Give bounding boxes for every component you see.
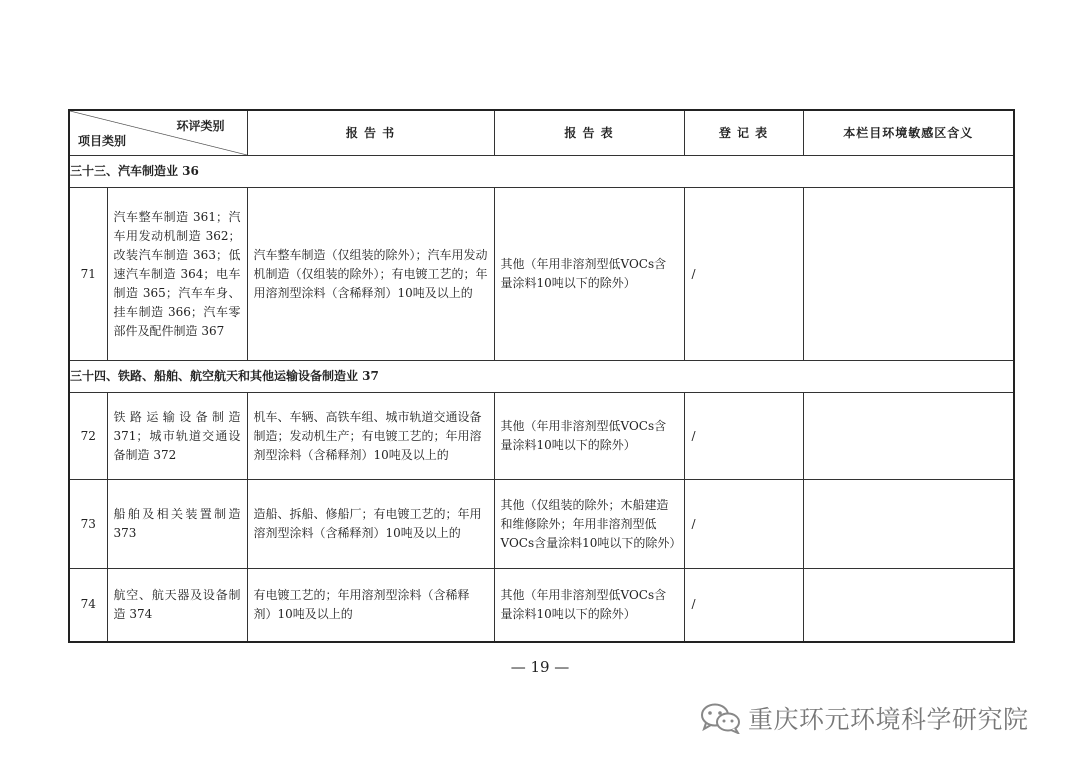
sensitive-area-header: 本栏目环境敏感区含义 [803, 110, 1014, 156]
registration-form-value: / [684, 569, 803, 642]
report-form-condition: 其他（年用非溶剂型低VOCs含量涂料10吨以下的除外） [494, 569, 684, 642]
sensitive-area-value [803, 480, 1014, 569]
registration-form-value: / [684, 480, 803, 569]
table-row [69, 393, 1014, 480]
report-book-condition: 机车、车辆、高铁车组、城市轨道交通设备制造；发动机生产；有电镀工艺的；年用溶剂型涂料（含稀释剂）10吨及以上的 [247, 393, 494, 480]
report-book-condition: 汽车整车制造（仅组装的除外）；汽车用发动机制造（仅组装的除外）；有电镀工艺的；年用溶剂型涂料（含稀释剂）10吨及以上的 [247, 188, 494, 361]
table-row [69, 480, 1014, 569]
report-book-condition: 造船、拆船、修船厂；有电镀工艺的；年用溶剂型涂料（含稀释剂）10吨及以上的 [247, 480, 494, 569]
report-form-condition: 其他（仅组装的除外；木船建造和维修除外；年用非溶剂型低VOCs含量涂料10吨以下的除外） [494, 480, 684, 569]
row-number: 73 [69, 480, 107, 569]
report-book-condition: 有电镀工艺的；年用溶剂型涂料（含稀释剂）10吨及以上的 [247, 569, 494, 642]
sensitive-area-value [803, 188, 1014, 361]
project-name: 船舶及相关装置制造 373 [107, 480, 247, 569]
table-row [69, 188, 1014, 361]
registration-form-header: 登 记 表 [684, 110, 803, 156]
section-title: 三十三、汽车制造业 36 [69, 156, 1014, 188]
row-number: 72 [69, 393, 107, 480]
report-form-header: 报 告 表 [494, 110, 684, 156]
classification-table [68, 109, 1015, 643]
section-title: 三十四、铁路、船舶、航空航天和其他运输设备制造业 37 [69, 361, 1014, 393]
project-name: 航空、航天器及设备制造 374 [107, 569, 247, 642]
report-form-condition: 其他（年用非溶剂型低VOCs含量涂料10吨以下的除外） [494, 393, 684, 480]
wechat-icon [700, 702, 742, 734]
project-category-label: 项目类别 [78, 134, 127, 148]
table-header-row [69, 110, 1014, 156]
sensitive-area-value [803, 393, 1014, 480]
diagonal-header-cell [69, 110, 247, 156]
registration-form-value: / [684, 393, 803, 480]
report-book-header: 报 告 书 [247, 110, 494, 156]
row-number: 71 [69, 188, 107, 361]
registration-form-value: / [684, 188, 803, 361]
watermark [700, 700, 1029, 736]
section-row [69, 156, 1014, 188]
project-name: 铁路运输设备制造 371；城市轨道交通设备制造 372 [107, 393, 247, 480]
env-category-label: 环评类别 [176, 119, 225, 133]
sensitive-area-value [803, 569, 1014, 642]
page-number: — 19 — [510, 658, 570, 676]
section-row [69, 361, 1014, 393]
report-form-condition: 其他（年用非溶剂型低VOCs含量涂料10吨以下的除外） [494, 188, 684, 361]
table-row [69, 569, 1014, 642]
watermark-text: 重庆环元环境科学研究院 [748, 705, 1029, 734]
project-name: 汽车整车制造 361；汽车用发动机制造 362；改装汽车制造 363；低速汽车制造 364；电车制造 365；汽车车身、挂车制造 366；汽车零部件及配件制造 367 [107, 188, 247, 361]
row-number: 74 [69, 569, 107, 642]
